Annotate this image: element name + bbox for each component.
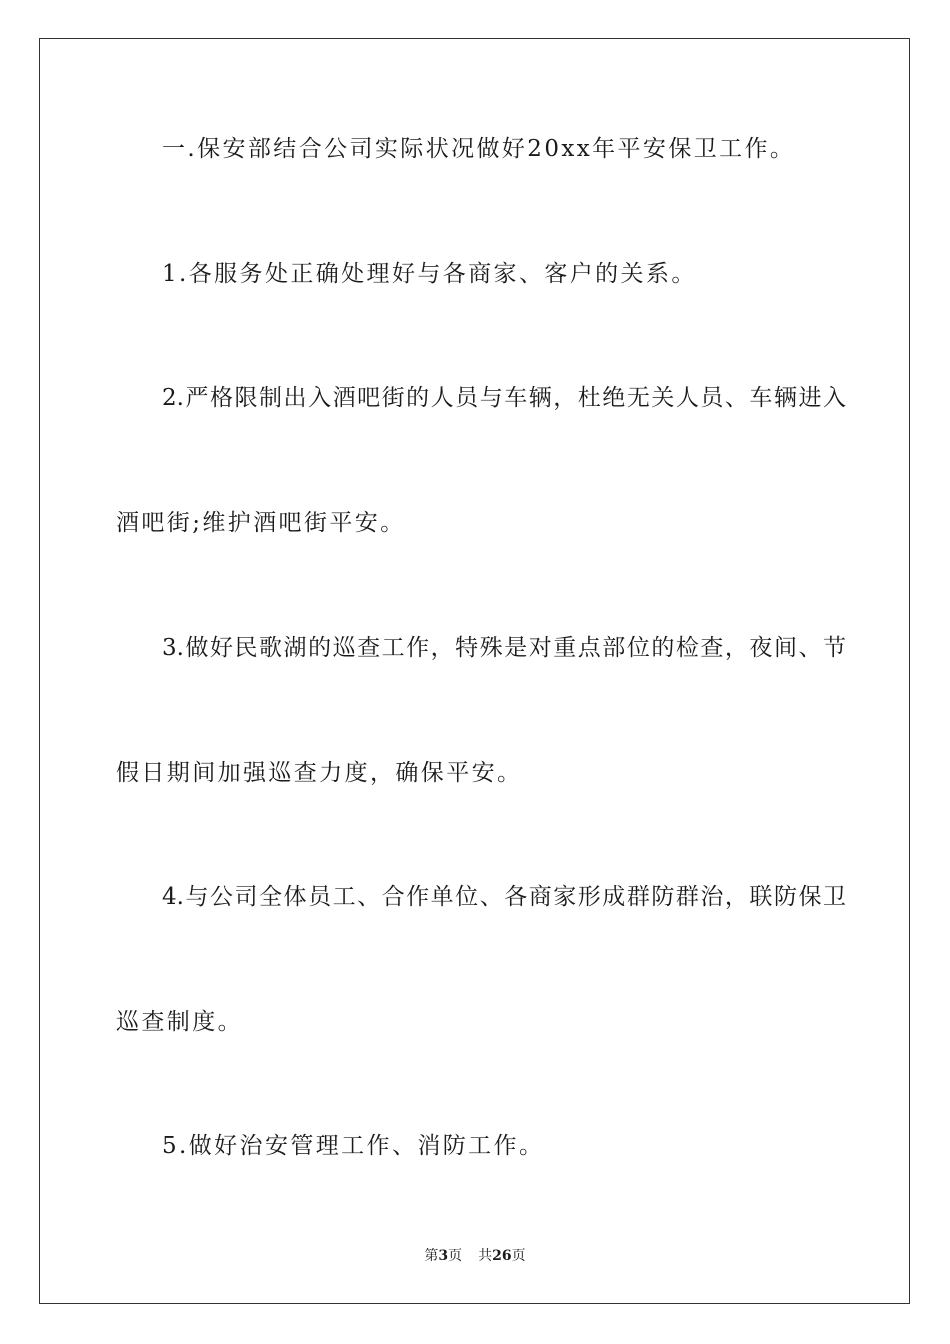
- paragraph-item-4-line-2: 巡查制度。: [116, 1009, 243, 1035]
- paragraph-item-3-line-1: 3.做好民歌湖的巡查工作，特殊是对重点部位的检查，夜间、节: [162, 635, 846, 661]
- paragraph-heading: 一.保安部结合公司实际状况做好20xx年平安保卫工作。: [162, 136, 796, 162]
- page-footer: [0, 1246, 950, 1266]
- footer-total-prefix: 共: [478, 1248, 493, 1264]
- paragraph-item-4-line-1: 4.与公司全体员工、合作单位、各商家形成群防群治，联防保卫: [162, 884, 846, 910]
- footer-page-number: 3: [438, 1248, 449, 1264]
- paragraph-item-5: 5.做好治安管理工作、消防工作。: [162, 1133, 545, 1159]
- paragraph-item-2-line-2: 酒吧街;维护酒吧街平安。: [116, 510, 406, 536]
- footer-total-pages: 26: [492, 1248, 512, 1264]
- footer-page-suffix: 页: [448, 1248, 463, 1264]
- paragraph-item-3-line-2: 假日期间加强巡查力度，确保平安。: [116, 760, 523, 786]
- page-border: [39, 38, 910, 1304]
- paragraph-item-1: 1.各服务处正确处理好与各商家、客户的关系。: [162, 261, 697, 287]
- footer-total-suffix: 页: [511, 1248, 526, 1264]
- paragraph-item-2-line-1: 2.严格限制出入酒吧街的人员与车辆，杜绝无关人员、车辆进入: [162, 385, 846, 411]
- footer-page-prefix: 第: [424, 1248, 439, 1264]
